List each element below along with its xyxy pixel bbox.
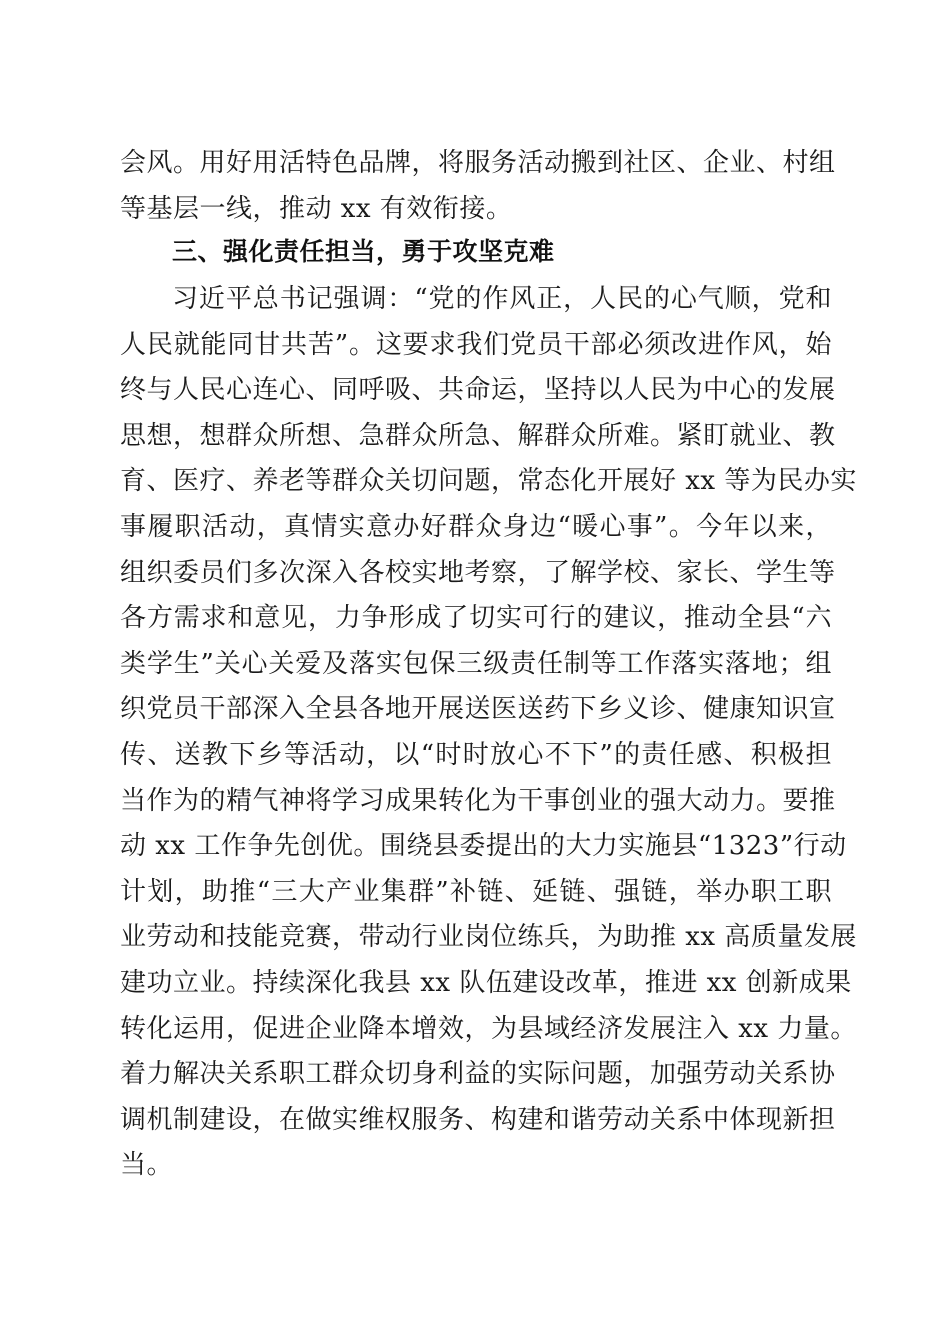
text-line: 调机制建设，在做实维权服务、构建和谐劳动关系中体现新担 bbox=[120, 1104, 836, 1135]
text-line: 业劳动和技能竞赛，带动行业岗位练兵，为助推 xx 高质量发展 bbox=[120, 922, 857, 953]
text-line: 育、医疗、养老等群众关切问题，常态化开展好 xx 等为民办实 bbox=[120, 466, 857, 497]
text-line: 传、送教下乡等活动，以“时时放心不下”的责任感、积极担 bbox=[120, 739, 832, 770]
text-line: 人民就能同甘共苦”。这要求我们党员干部必须改进作风，始 bbox=[120, 329, 832, 360]
text-line: 习近平总书记强调：“党的作风正，人民的心气顺，党和 bbox=[172, 284, 832, 314]
text-line: 等基层一线，推动 xx 有效衔接。 bbox=[120, 193, 513, 224]
section-heading: 三、强化责任担当，勇于攻坚克难 bbox=[172, 237, 555, 266]
text-line: 建功立业。持续深化我县 xx 队伍建设改革，推进 xx 创新成果 bbox=[120, 967, 852, 998]
text-line: 转化运用，促进企业降本增效，为县域经济发展注入 xx 力量。 bbox=[120, 1013, 857, 1044]
text-line: 各方需求和意见，力争形成了切实可行的建议，推动全县“六 bbox=[120, 603, 832, 634]
text-line: 当作为的精气神将学习成果转化为干事创业的强大动力。要推 bbox=[120, 785, 836, 816]
body-paragraph bbox=[120, 277, 857, 1189]
text-line: 织党员干部深入全县各地开展送医送药下乡义诊、健康知识宣 bbox=[120, 694, 836, 725]
text-line: 思想，想群众所想、急群众所急、解群众所难。紧盯就业、教 bbox=[120, 420, 836, 451]
continuation-paragraph bbox=[120, 141, 836, 232]
text-line: 事履职活动，真情实意办好群众身边“暖心事”。今年以来， bbox=[120, 511, 832, 542]
text-line: 动 xx 工作争先创优。围绕县委提出的大力实施县“1323”行动 bbox=[120, 831, 847, 862]
text-line: 组织委员们多次深入各校实地考察，了解学校、家长、学生等 bbox=[120, 557, 836, 588]
text-line: 当。 bbox=[120, 1150, 174, 1181]
text-line: 会风。用好用活特色品牌，将服务活动搬到社区、企业、村组 bbox=[120, 148, 836, 178]
text-line: 计划，助推“三大产业集群”补链、延链、强链，举办职工职 bbox=[120, 876, 832, 907]
text-line: 着力解决关系职工群众切身利益的实际问题，加强劳动关系协 bbox=[120, 1059, 836, 1090]
text-line: 终与人民心连心、同呼吸、共命运，坚持以人民为中心的发展 bbox=[120, 375, 836, 406]
text-line: 类学生”关心关爱及落实包保三级责任制等工作落实落地；组 bbox=[120, 648, 832, 679]
